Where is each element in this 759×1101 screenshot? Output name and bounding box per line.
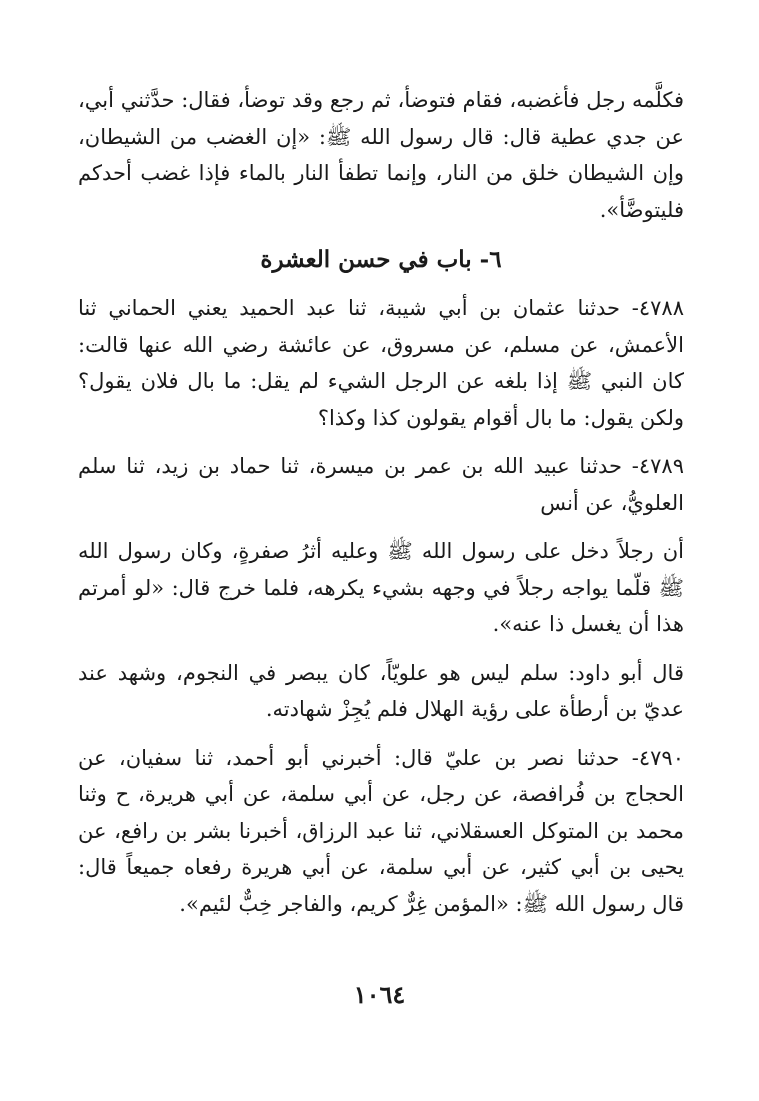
hadith-4790: ٤٧٩٠- حدثنا نصر بن عليّ قال: أخبرني أبو أحمد، ثنا سفيان، عن الحجاج بن فُرافصة، عن رجل، عن أبي سلمة، عن أبي هريرة، ح وثنا محمد بن المتوكل العسقلاني، ثنا عبد الرزاق، أخبرنا بشر بن رافع، عن يحيى بن أبي كثير، عن أبي سلمة، عن أبي هريرة رفعاه جميعاً قال: قال رسول الله ﷺ: «المؤمن غِرٌّ كريم، والفاجر خِبٌّ لئيم». <box>78 745 684 916</box>
page-text-block <box>78 82 684 922</box>
abu-dawud-comment: قال أبو داود: سلم ليس هو علويّاً، كان يبصر في النجوم، وشهد عند عديّ بن أرطأة على رؤية الهلال فلم يُجِزْ شهادته. <box>78 660 684 721</box>
hadith-4789-isnad: ٤٧٨٩- حدثنا عبيد الله بن عمر بن ميسرة، ثنا حماد بن زيد، ثنا سلم العلويُّ، عن أنس <box>78 454 684 515</box>
chapter-heading: ٦- باب في حسن العشرة <box>260 246 502 273</box>
paragraph-continuation: فكلَّمه رجل فأغضبه، فقام فتوضأ، ثم رجع وقد توضأ، فقال: حدَّثني أبي، عن جدي عطية قال: قال رسول الله ﷺ: «إن الغضب من الشيطان، وإن الشيطان خلق من النار، وإنما تطفأ النار بالماء فإذا غضب أحدكم فليتوضَّأ». <box>78 88 684 222</box>
hadith-4788: ٤٧٨٨- حدثنا عثمان بن أبي شيبة، ثنا عبد الحميد يعني الحماني ثنا الأعمش، عن مسلم، عن مسروق، عن عائشة رضي الله عنها قالت: كان النبي ﷺ إذا بلغه عن الرجل الشيء لم يقل: ما بال فلان يقول؟ ولكن يقول: ما بال أقوام يقولون كذا وكذا؟ <box>78 296 684 430</box>
page-number: ١٠٦٤ <box>353 980 406 1009</box>
hadith-4789-matn: أن رجلاً دخل على رسول الله ﷺ وعليه أثرُ صفرةٍ، وكان رسول الله ﷺ قلّما يواجه رجلاً في وجهه بشيء يكرهه، فلما خرج قال: «لو أمرتم هذا أن يغسل ذا عنه». <box>78 539 684 636</box>
